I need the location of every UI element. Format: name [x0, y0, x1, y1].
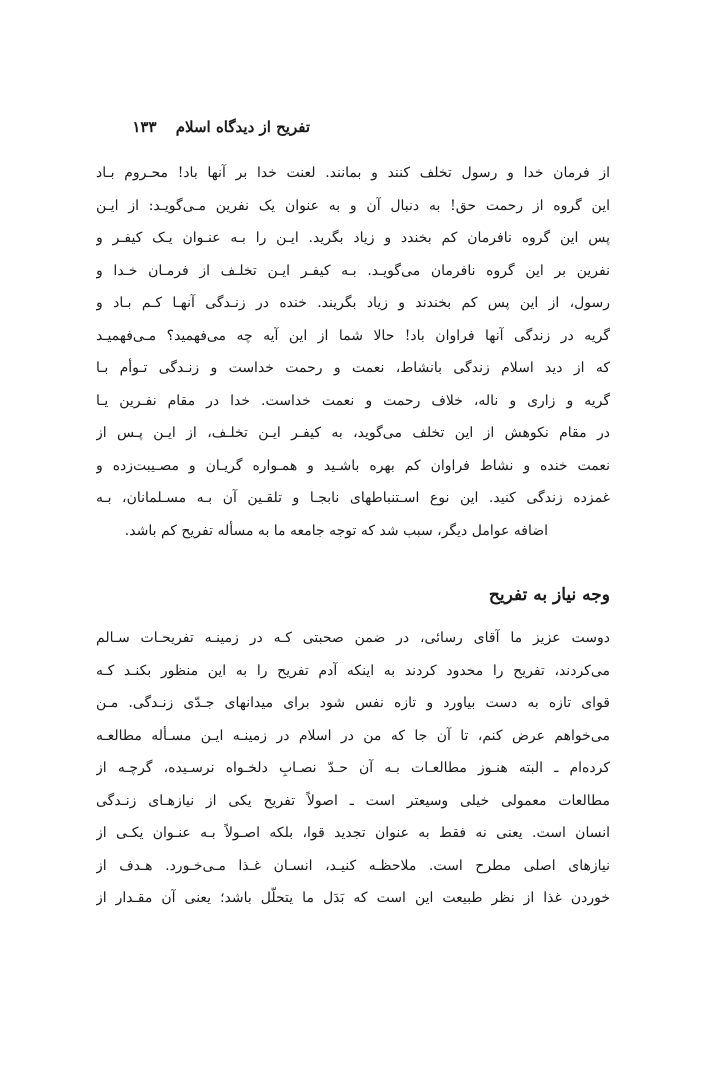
running-head	[110, 118, 310, 136]
text-line: انسان است. یعنی نه فقط به عنوان تجدید قوا، بلکه اصـولاً بـه عنـوان یکـی از	[96, 825, 610, 841]
text-line: گریه در زندگی آنها فراوان باد! حالا شما از این آیه چه می‌فهمید؟ مـی‌فهمیـد	[96, 327, 610, 344]
text-line: که از دید اسلام زندگی بانشاط، نعمت و رحمت خداست و زنـدگی تـوأم بـا	[96, 360, 610, 376]
text-line: این گروه از رحمت حق! به دنبال آن و به عنوان یک نفرین مـی‌گویـد: از ایـن	[96, 197, 610, 214]
paragraph-2	[96, 622, 610, 915]
text-line: اضافه عوامل دیگر، سبب شد که توجه جامعه ما به مسأله تفریح کم باشد.	[124, 522, 548, 539]
text-line: خوردن غذا از نظر طبیعت این است که بَدَل ما یتحلّل باشد؛ یعنی آن مقـدار از	[96, 890, 610, 906]
text-line: نفرین بر این گروه نافرمان می‌گویـد. بـه کیفـر ایـن تخلـف از فرمـان خـدا و	[96, 262, 610, 279]
text-line: می‌کردند، تفریح را محدود کردند به اینکه آدم تفریح را به این منظور بکنـد کـه	[96, 662, 610, 679]
text-line: دوست عزیز ما آقای رسائی، در ضمن صحبتی کـه در زمینـه تفریحـات سـالم	[96, 630, 610, 646]
text-line: می‌خواهم عرض کنم، تا آن جا که من در اسلام در زمینـه ایـن مسـأله مطالعـه	[96, 727, 610, 744]
text-line: قوای تازه به دست بیاورد و تازه نفس شود برای میدانهای جـدّی زنـدگی. مـن	[96, 695, 610, 711]
text-line: گریه و زاری و ناله، خلاف رحمت و نعمت خداست. خدا در مقام نفـرین یـا	[96, 392, 610, 409]
text-line: در مقام نکوهش از این تخلف می‌گوید، به کیفـر ایـن تخلـف، از ایـن پـس از	[96, 425, 610, 441]
chapter-title: تفریح از دیدگاه اسلام	[175, 118, 310, 136]
page-number: ۱۳۳	[132, 118, 157, 136]
text-line: نعمت خنده و نشاط فراوان کم بهره باشـید و همـواره گریـان و مصـیبت‌زده و	[96, 457, 610, 474]
text-line: رسول، از این پس کم بخندند و زیاد بگریند. خنده در زنـدگی آنهـا کـم بـاد و	[96, 295, 610, 311]
text-line: نیازهای اصلی مطرح است. ملاحظـه کنیـد، انسـان غـذا مـی‌خـورد. هـدف از	[96, 857, 610, 874]
text-line: از فرمان خدا و رسول تخلف کنند و بمانند. لعنت خدا بر آنها باد! محـروم بـاد	[96, 165, 610, 181]
section-heading: وجه نیاز به تفریح	[488, 585, 610, 605]
text-line: کرده‌ام ـ البته هنـوز مطالعـات بـه آن حـدّ نصـابِ دلخـواه نرسـیده، گرچـه از	[96, 760, 610, 776]
text-line: مطالعات معمولی خیلی وسیعتر است ـ اصولاً تفریح یکی از نیازهـای زنـدگی	[96, 792, 610, 809]
paragraph-1	[96, 157, 610, 547]
text-line: غمزده زندگی کنید. این نوع اسـتنباطهای نابجـا و تلقـین آن بـه مسـلمانان، بـه	[96, 490, 610, 506]
text-line: پس این گروه نافرمان کم بخندد و زیاد بگرید. ایـن را بـه عنـوان یـک کیفـر و	[96, 230, 610, 246]
